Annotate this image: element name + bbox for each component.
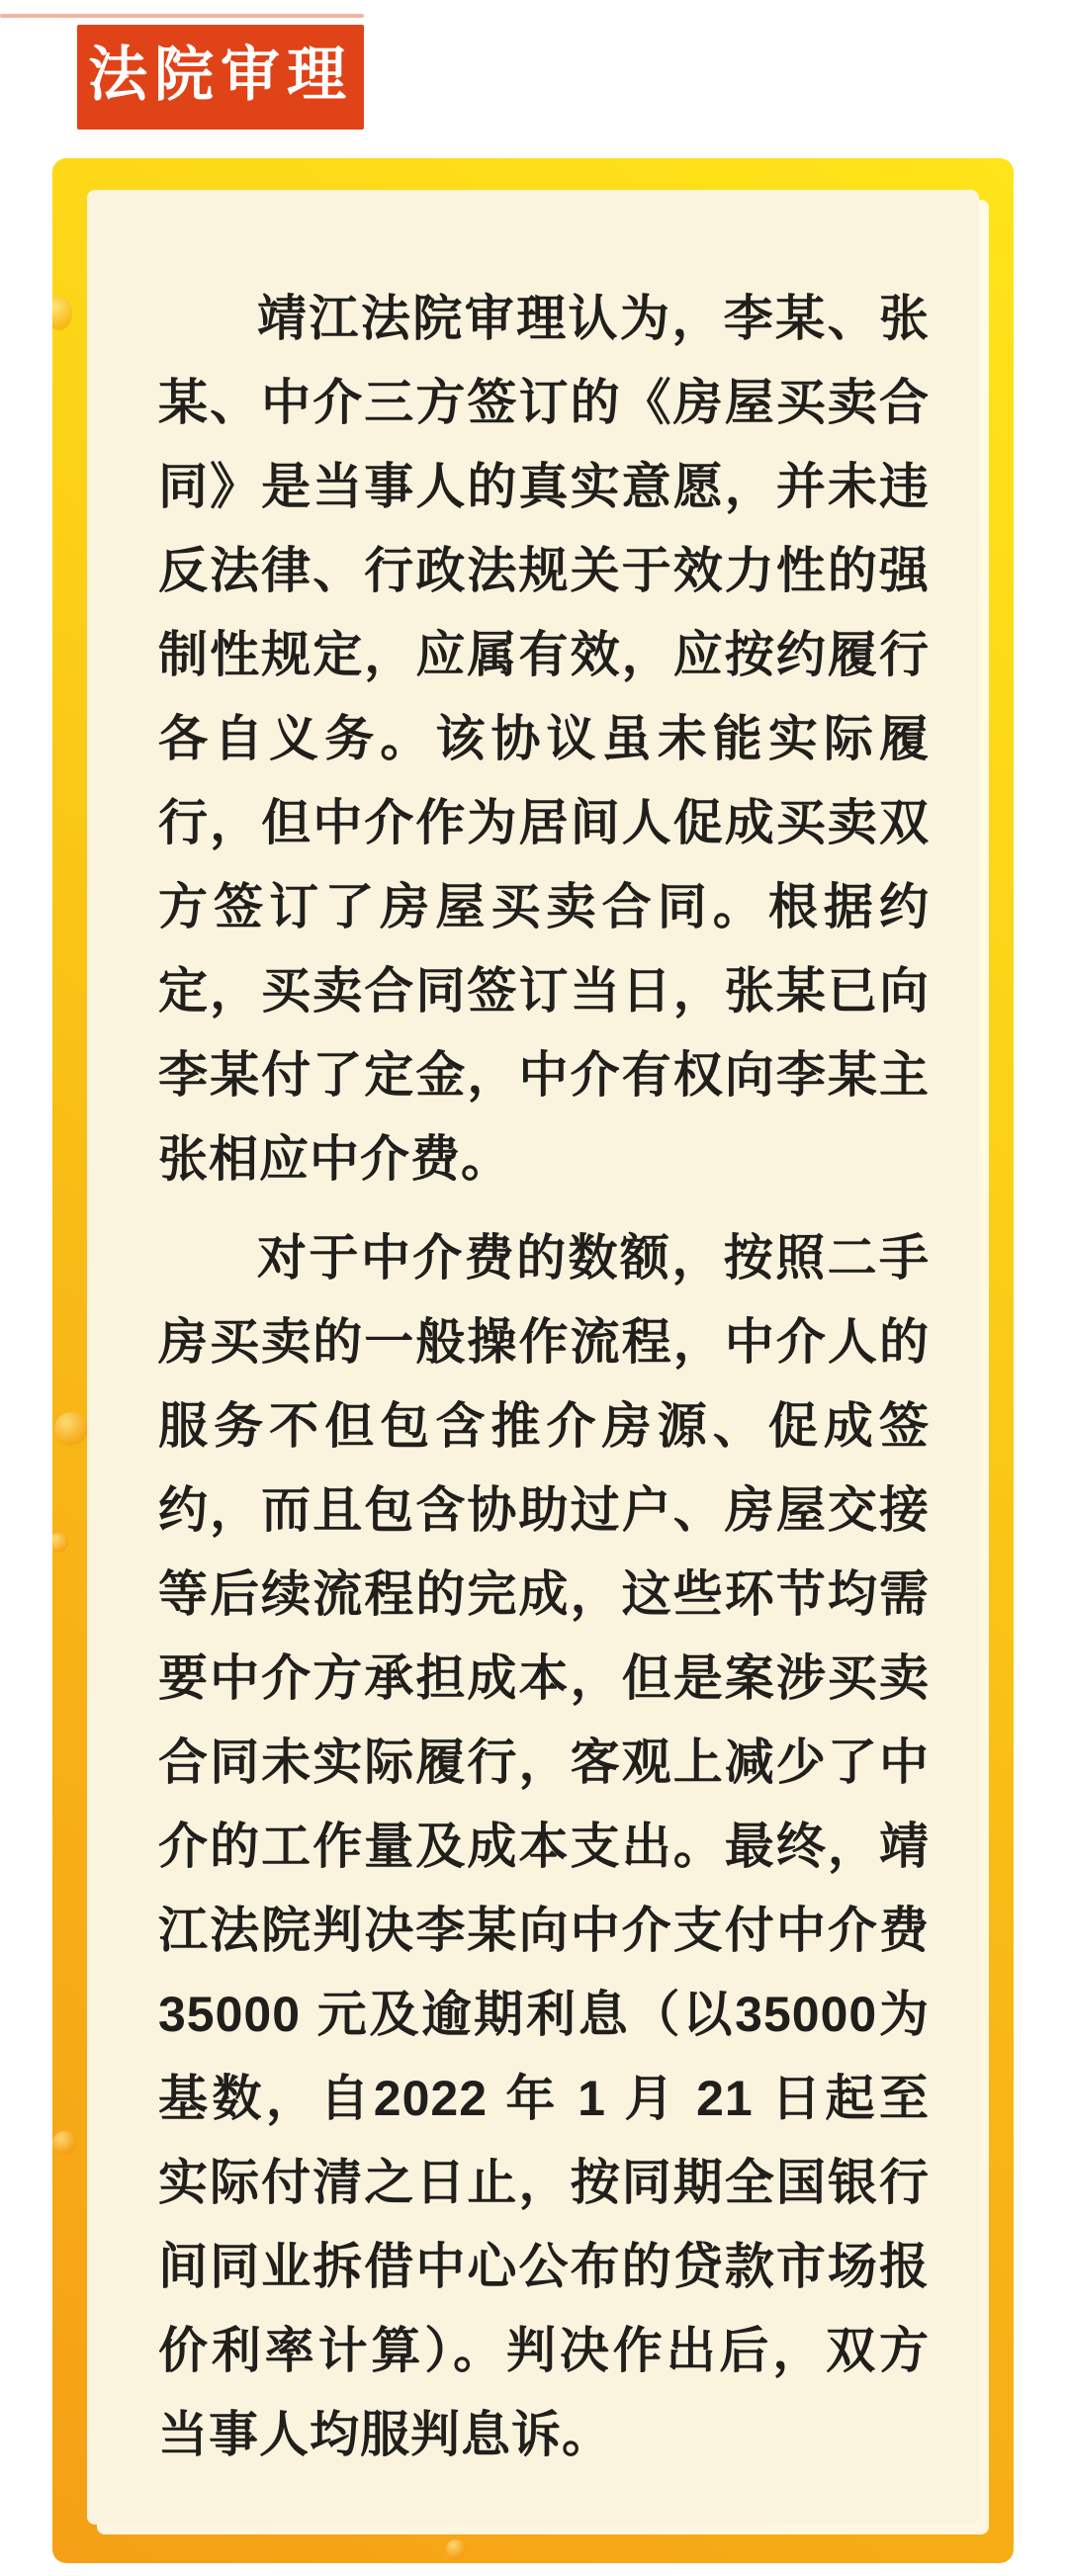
content-card — [87, 190, 979, 2525]
bubble-decoration — [54, 1412, 88, 1446]
bubble-decoration — [52, 1533, 68, 1553]
section-badge-label: 法院审理 — [88, 42, 353, 108]
section-badge — [77, 25, 364, 130]
paragraph-ruling-validity: 靖江法院审理认为，李某、张某、中介三方签订的《房屋买卖合同》是当事人的真实意愿，并未违反法律、行政法规关于效力性的强制性规定，应属有效，应按约履行各自义务。该协议虽未能实际履行，但中介作为居间人促成买卖双方签订了房屋买卖合同。根据约定，买卖合同签订当日，张某已向李某付了定金，中介有权向李某主张相应中介费。 — [158, 291, 930, 1187]
court-ruling-text — [158, 277, 930, 2477]
bubble-decoration — [446, 2539, 466, 2559]
bubble-decoration — [52, 2131, 76, 2155]
paragraph-fee-amount: 对于中介费的数额，按照二手房买卖的一般操作流程，中介人的服务不但包含推介房源、促成签约，而且包含协助过户、房屋交接等后续流程的完成，这些环节均需要中介方承担成本，但是案涉买卖合同未实际履行，客观上减少了中介的工作量及成本支出。最终，靖江法院判决李某向中介支付中介费35000 元及逾期利息（以35000为基数，自2022 年 1 月 21 日起至实际付清之日止，按同期全国银行间同业拆借中心公布的贷款市场报价利率计算）。判决作出后，双方当事人均服判息诉。 — [158, 1230, 930, 2462]
bubble-decoration — [52, 297, 72, 330]
accent-line — [0, 14, 364, 18]
